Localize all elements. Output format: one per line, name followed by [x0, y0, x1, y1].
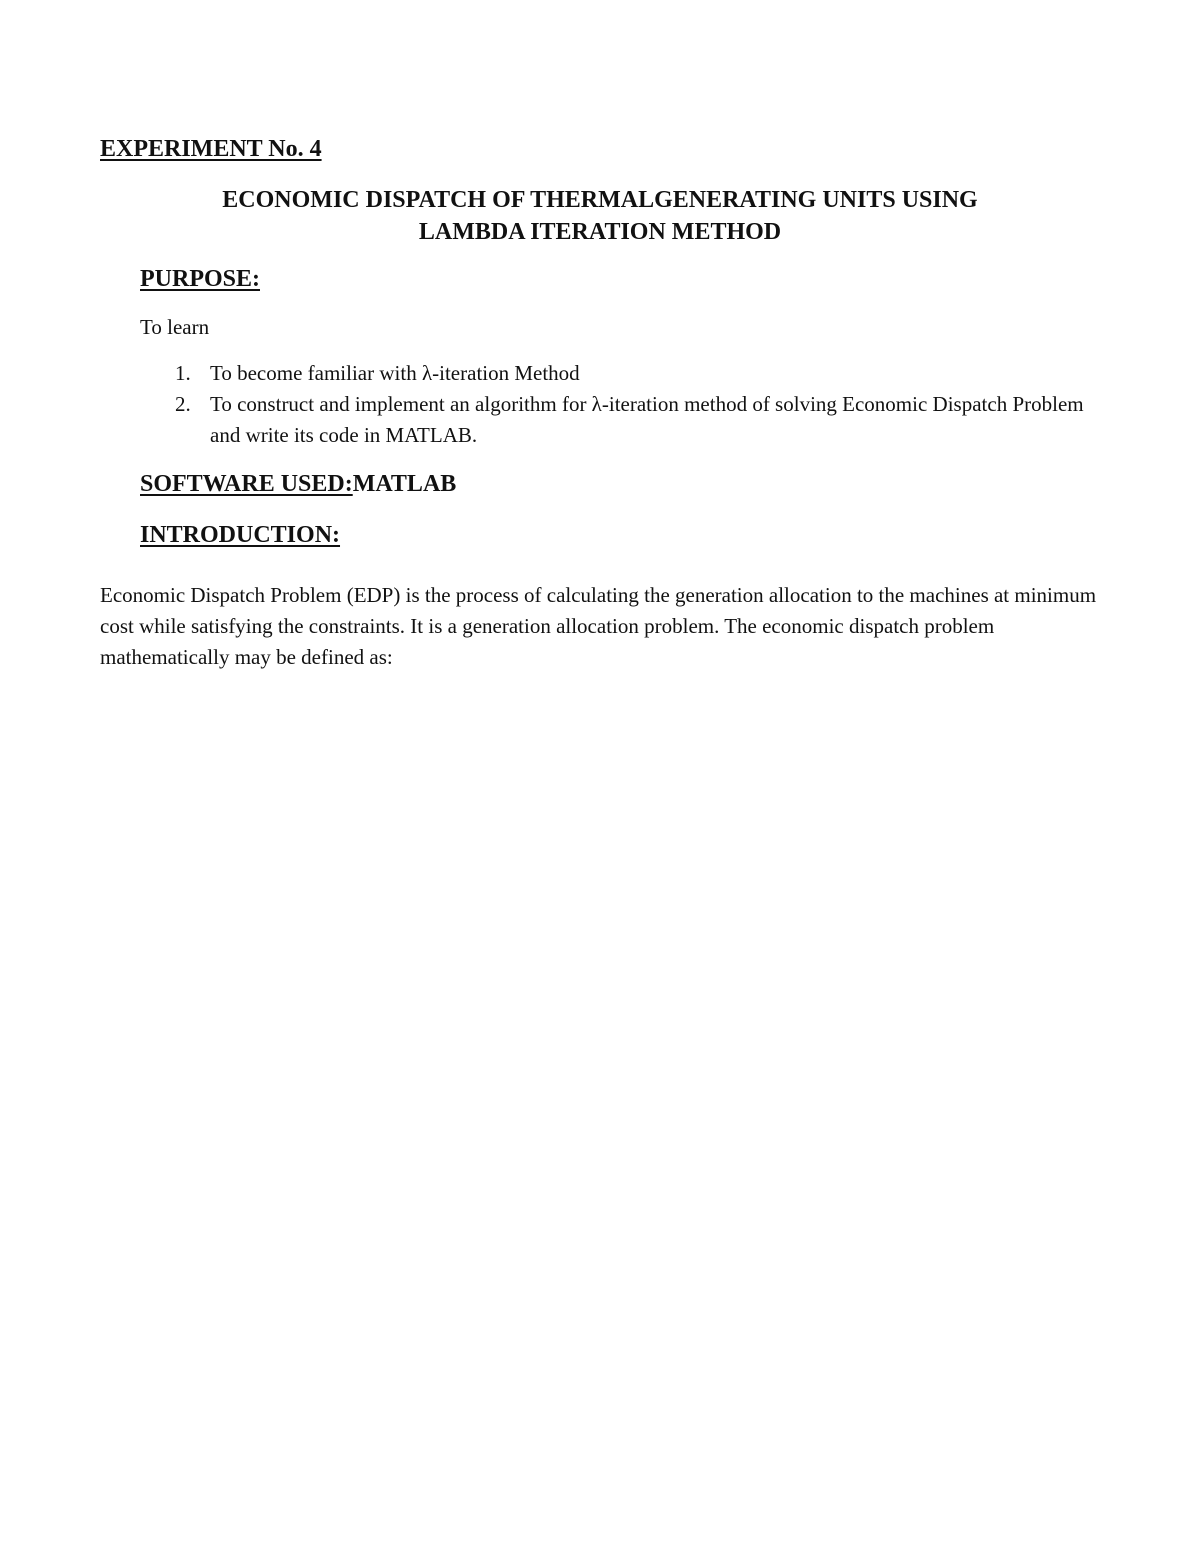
- software-heading-text: SOFTWARE USED:: [140, 471, 353, 497]
- list-item: [140, 358, 1100, 389]
- software-value: MATLAB: [352, 471, 457, 497]
- introduction-paragraph: Economic Dispatch Problem (EDP) is the process of calculating the generation allocation to the machines at minimum cost while satisfying the constraints. It is a generation allocation problem. The economic dispatch problem mathematically may be defined as:: [100, 583, 1097, 669]
- purpose-lead: To learn: [140, 315, 210, 339]
- list-item-number: 2.: [175, 392, 191, 416]
- purpose-list: [140, 358, 1100, 451]
- document-title-line-2: LAMBDA ITERATION METHOD: [418, 219, 782, 245]
- experiment-number: EXPERIMENT No. 4: [100, 136, 322, 162]
- introduction-heading: [140, 522, 340, 549]
- list-item: [140, 389, 1100, 451]
- software-heading: [140, 471, 456, 498]
- list-item-number: 1.: [175, 361, 191, 385]
- purpose-heading: [140, 266, 260, 293]
- document-title-line-1: ECONOMIC DISPATCH OF THERMALGENERATING UNITS USING: [222, 187, 978, 213]
- introduction-heading-text: INTRODUCTION:: [140, 522, 341, 548]
- purpose-heading-text: PURPOSE:: [140, 266, 260, 292]
- list-item-text: To become familiar with λ-iteration Method: [210, 361, 580, 385]
- list-item-text: To construct and implement an algorithm for λ-iteration method of solving Economic Dispatch Problem and write its code in MATLAB.: [210, 392, 1084, 447]
